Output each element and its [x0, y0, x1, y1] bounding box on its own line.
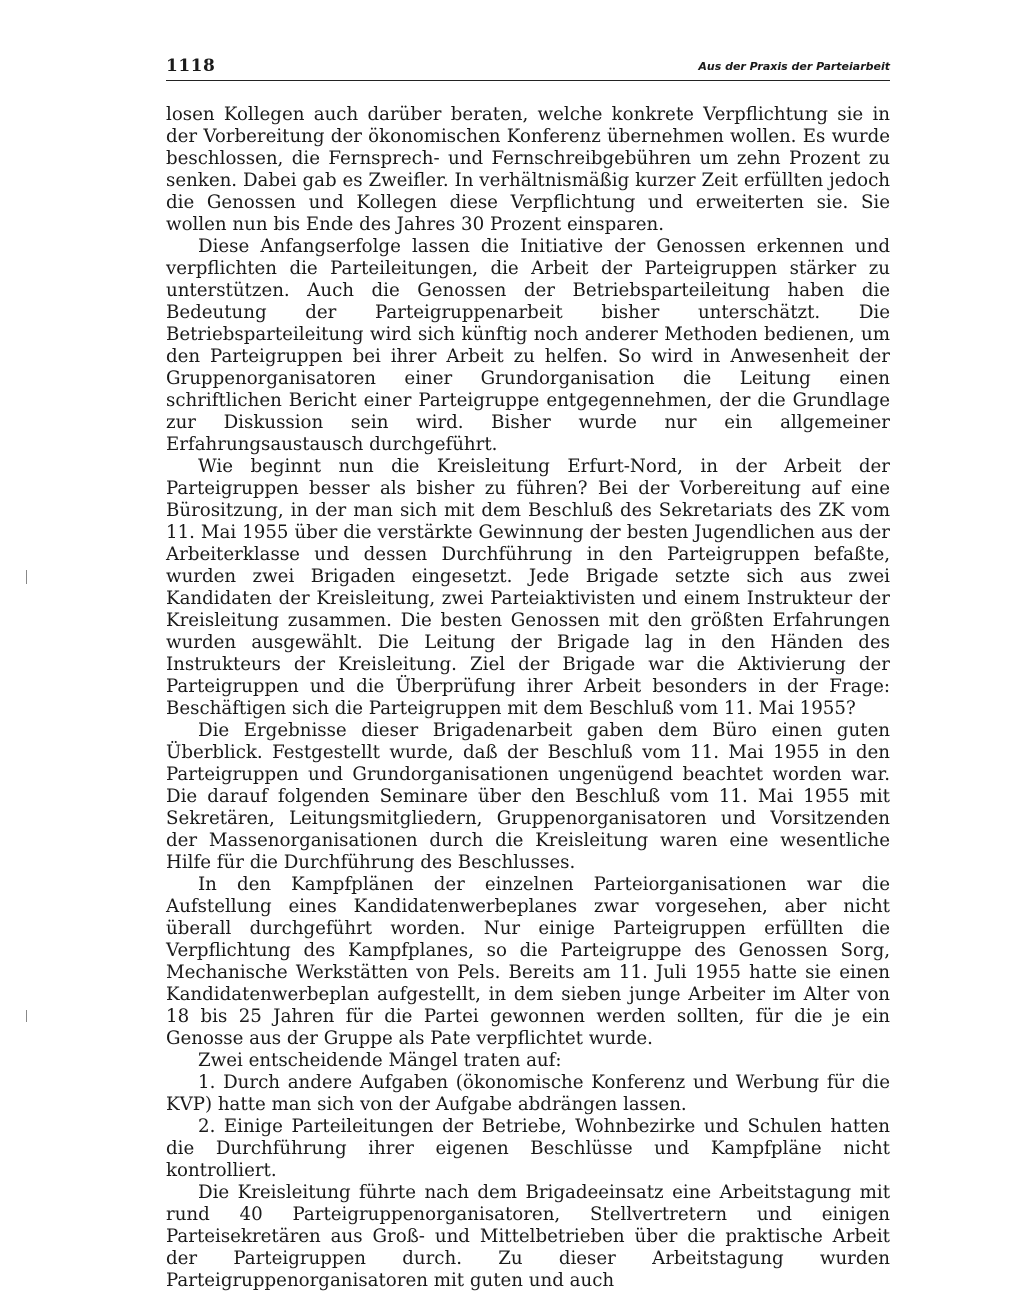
page-header [166, 54, 890, 81]
scan-margin-mark [26, 570, 27, 584]
running-head: Aus der Praxis der Parteiarbeit [698, 60, 890, 73]
paragraph-1: losen Kollegen auch darüber beraten, welche konkrete Verpflichtung sie in der Vorbereitung der ökonomischen Konferenz übernehmen wollen. Es wurde beschlossen, die Fernsprech- und Fernschreibgebühren um zehn Prozent zu senken. Dabei gab es Zweifler. In verhältnismäßig kurzer Zeit erfüllten jedoch die Genossen und Kollegen diese Verpflichtung und erweiterten sie. Sie wollen nun bis Ende des Jahres 30 Prozent einsparen. [166, 104, 890, 235]
scan-margin-mark [26, 1010, 27, 1022]
paragraph-5: In den Kampfplänen der einzelnen Parteiorganisationen war die Aufstellung eines Kandidatenwerbeplanes zwar vorgesehen, aber nicht überall durchgeführt worden. Nur einige Parteigruppen erfüllten die Verpflichtung des Kampfplanes, so die Parteigruppe des Genossen Sorg, Mechanische Werkstätten von Pels. Bereits am 11. Juli 1955 hatte sie einen Kandidatenwerbeplan aufgestellt, in dem sieben junge Arbeiter im Alter von 18 bis 25 Jahren für die Partei gewonnen werden sollten, für die je ein Genosse aus der Gruppe als Pate verpflichtet wurde. [166, 874, 890, 1049]
page-number: 1118 [166, 56, 216, 76]
paragraph-6: Zwei entscheidende Mängel traten auf: [198, 1050, 562, 1071]
paragraph-3: Wie beginnt nun die Kreisleitung Erfurt-Nord, in der Arbeit der Parteigruppen besser als bisher zu führen? Bei der Vorbereitung auf eine Bürositzung, in der man sich mit dem Beschluß des Sekretariats des ZK vom 11. Mai 1955 über die verstärkte Gewinnung der besten Jugendlichen aus der Arbeiterklasse und dessen Durchführung in den Parteigruppen befaßte, wurden zwei Brigaden eingesetzt. Jede Brigade setzte sich aus zwei Kandidaten der Kreisleitung, zwei Parteiaktivisten und einem Instrukteur der Kreisleitung zusammen. Die besten Genossen mit den größten Erfahrungen wurden ausgewählt. Die Leitung der Brigade lag in den Händen des Instrukteurs der Kreisleitung. Ziel der Brigade war die Aktivierung der Parteigruppen und die Überprüfung ihrer Arbeit besonders in der Frage: Beschäftigen sich die Parteigruppen mit dem Beschluß vom 11. Mai 1955? [166, 456, 890, 719]
list-item-1: 1. Durch andere Aufgaben (ökonomische Konferenz und Werbung für die KVP) hatte man sich von der Aufgabe abdrängen lassen. [166, 1072, 890, 1115]
paragraph-2: Diese Anfangserfolge lassen die Initiative der Genossen erkennen und verpflichten die Parteileitungen, die Arbeit der Parteigruppen stärker zu unterstützen. Auch die Genossen der Betriebsparteileitung haben die Bedeutung der Parteigruppenarbeit bisher unterschätzt. Die Betriebsparteileitung wird sich künftig noch anderer Methoden bedienen, um den Parteigruppen bei ihrer Arbeit zu helfen. So wird in Anwesenheit der Gruppenorganisatoren einer Grundorganisation die Leitung einen schriftlichen Bericht einer Parteigruppe entgegennehmen, der die Grundlage zur Diskussion sein wird. Bisher wurde nur ein allgemeiner Erfahrungsaustausch durchgeführt. [166, 236, 890, 455]
paragraph-7: Die Kreisleitung führte nach dem Brigadeeinsatz eine Arbeitstagung mit rund 40 Parteigruppenorganisatoren, Stellvertretern und einigen Parteisekretären aus Groß- und Mittelbetrieben über die praktische Arbeit der Parteigruppen durch. Zu dieser Arbeitstagung wurden Parteigruppenorganisatoren mit guten und auch [166, 1182, 890, 1291]
list-item-2: 2. Einige Parteileitungen der Betriebe, Wohnbezirke und Schulen hatten die Durchführung ihrer eigenen Beschlüsse und Kampfpläne nicht kontrolliert. [166, 1116, 890, 1181]
paragraph-4: Die Ergebnisse dieser Brigadenarbeit gaben dem Büro einen guten Überblick. Festgestellt wurde, daß der Beschluß vom 11. Mai 1955 in den Parteigruppen und Grundorganisationen ungenügend beachtet worden war. Die darauf folgenden Seminare über den Beschluß vom 11. Mai 1955 mit Sekretären, Leitungsmitgliedern, Gruppenorganisatoren und Vorsitzenden der Massenorganisationen durch die Kreisleitung waren eine wesentliche Hilfe für die Durchführung des Beschlusses. [166, 720, 890, 873]
body-text [166, 104, 890, 1292]
